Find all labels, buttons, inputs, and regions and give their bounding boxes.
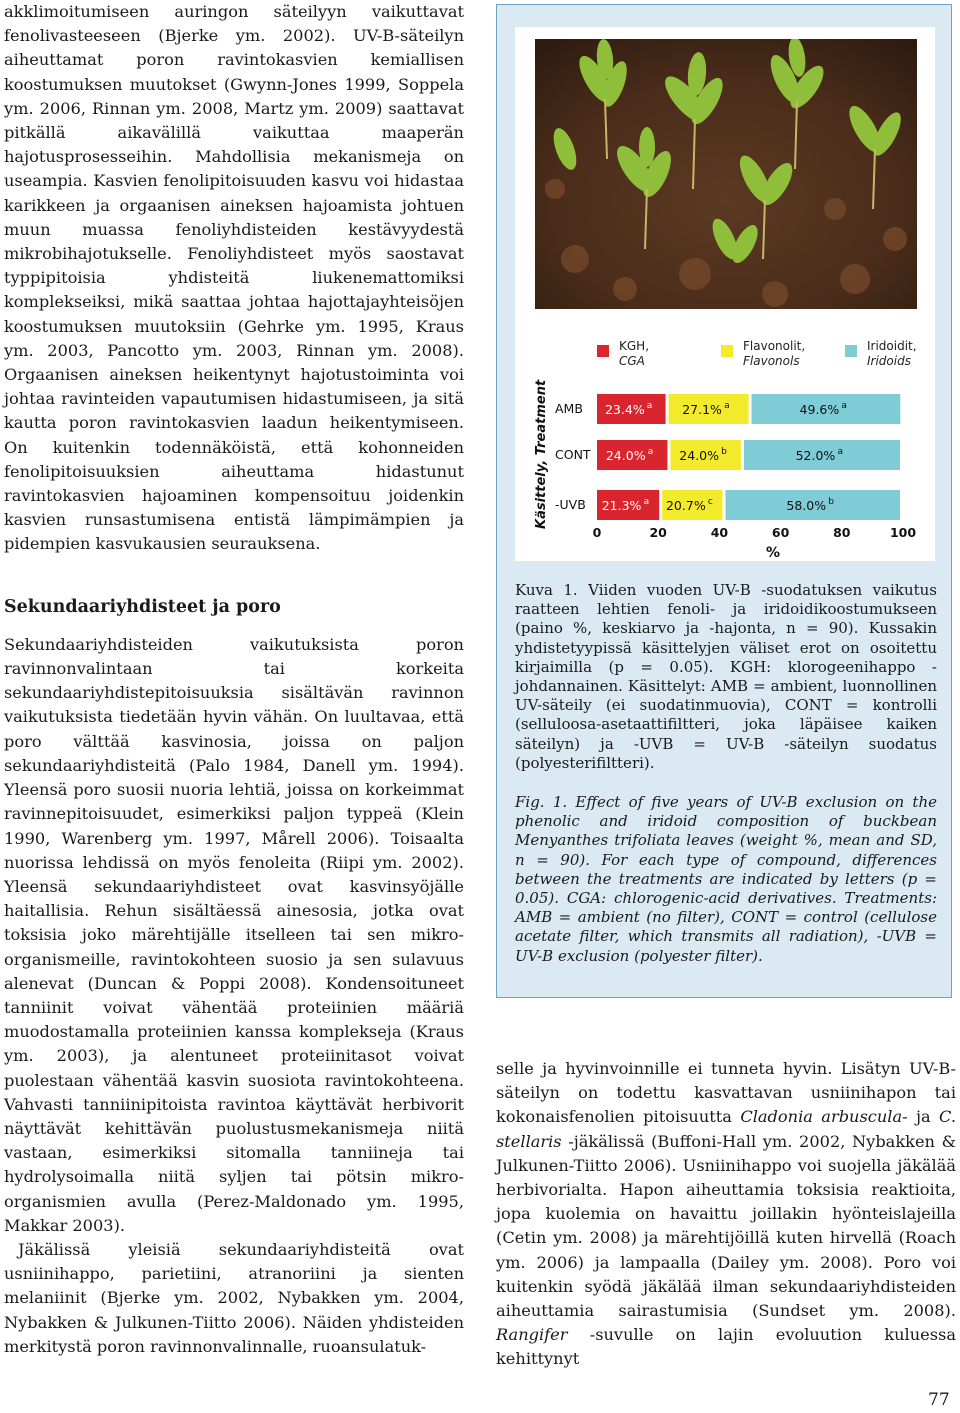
legend-label: Iridoids (867, 354, 911, 368)
data-label: 24.0% (679, 448, 720, 463)
significance-letter: a (647, 447, 654, 457)
legend-swatch (721, 345, 733, 357)
legend-label: KGH, (619, 339, 650, 353)
significance-letter: a (724, 401, 730, 411)
text-run: -jäkälissä (Buffoni-Hall ym. 2002, Nybakken & Julkunen-Tiitto 2006). Usniinihappo voi suojella jäkälää herbivorialta. Hapon aiheuttamia toksisia reaktioita, jopa kuolemia on havaittu joillakin hyönteislajeilla (Cetin ym. 2008) ja märehtijöillä kuten hirvellä (Roach ym. 2006) ja lampaalla (Dailey ym. 2008). Poro voi kuitenkin syödä jäkälää ilman sekundaariyhdisteiden aiheuttamia sairastumisia (Sundset ym. 2008). (496, 1131, 956, 1321)
category-label: CONT (555, 447, 591, 462)
stacked-bar-chart (515, 309, 935, 561)
figure-caption-english: Fig. 1. Effect of five years of UV-B exclusion on the phenolic and iridoid composition of buckbean Menyanthes trifoliata leaves (weight %, mean and SD, n = 90). For each type of compound, differences between the treatments are indicated by letters (p = 0.05). CGA: chlorogenic-acid derivatives. Treatments: AMB = ambient (no filter), CONT = control (cellulose acetate filter, which transmits all radiation), -UVB = UV-B exclusion (polyester filter). (515, 793, 937, 965)
significance-letter: a (841, 401, 847, 411)
buckbean-photo (535, 39, 917, 309)
significance-letter: b (721, 447, 727, 457)
data-label: 58.0% (786, 498, 827, 513)
right-column-text (496, 1057, 956, 1372)
text-run: -suvulle on lajin evoluution kuluessa kehittynyt (496, 1325, 956, 1369)
x-tick-label: 60 (771, 525, 790, 540)
legend-label: Flavonolit, (743, 339, 806, 353)
chart-bars (555, 394, 900, 520)
legend-label: Flavonols (743, 354, 800, 368)
left-column (4, 0, 464, 1359)
category-label: AMB (555, 401, 583, 416)
data-label: 20.7% (665, 498, 706, 513)
body-paragraph: Sekundaariyhdisteiden vaikutuksista poron ravinnonvalintaan tai korkeita sekundaariyhdistepitoisuuksia sisältävän ravinnon vaikutuksista tiedetään hyvin vähän. On luultavaa, että poro välttää kasvinosia, joissa on paljon sekundaariyhdisteitä (Palo 1984, Danell ym. 1994). Yleensä poro suosii nuoria lehtiä, joissa on korkeimmat ravinnepitoisuudet, esimerkiksi paljon typpeä (Klein 1990, Warenberg ym. 1997, Mårell 2006). Toisaalta nuorissa lehdissä on myös fenoleita (Riipi ym. 2002). Yleensä sekundaariyhdisteet ovat kasvinsyöjälle haitallisia. Rehun sisältäessä ainesosia, jotka ovat toksisia joko märehtijälle itselleen tai sen mikro-organismeille, ravintokohteen suosio ja sen sulavuus alenevat (Duncan & Poppi 2008). Kondensoituneet tanniinit voivat vähentää proteiinien määriä muodostamalla proteiinien kanssa komplekseja (Kraus ym. 2003), ja alentuneet proteiinitasot voivat puolestaan vähentää kasvin suosiota ravintokohteena. Vahvasti tanniinipitoista ravintoa käyttävät herbivorit näyttävät kehittävän puolustusmekanismeja niitä vastaan, esimerkiksi sitomalla tanniineja tai hydrolysoimalla niitä syljen tai pötsin mikro-organismien avulla (Perez-Maldonado ym. 1995, Makkar 2003). (4, 634, 464, 1235)
significance-letter: a (643, 497, 650, 507)
data-label: 23.4% (604, 402, 645, 417)
body-paragraph (496, 1057, 956, 1372)
data-label: 27.1% (682, 402, 722, 417)
legend-label: CGA (619, 354, 645, 368)
legend-label: Iridoidit, (867, 339, 917, 353)
section-heading: Sekundaariyhdisteet ja poro (4, 596, 281, 617)
legend-swatch (597, 345, 609, 357)
x-tick-label: 80 (833, 525, 851, 540)
significance-letter: b (828, 497, 834, 507)
species-name: Rangifer (496, 1325, 568, 1345)
text-run: ja (907, 1107, 940, 1127)
data-label: 21.3% (601, 498, 642, 513)
data-label: 52.0% (795, 448, 836, 463)
x-tick-label: 40 (710, 525, 729, 540)
page-number: 77 (928, 1390, 950, 1410)
x-tick-label: 0 (592, 525, 602, 540)
x-tick-label: 20 (649, 525, 667, 540)
figure-box (496, 4, 952, 998)
species-name: Cladonia arbuscula- (740, 1107, 908, 1127)
x-axis-label: % (765, 545, 781, 561)
chart-legend (597, 339, 917, 368)
y-axis-label: Käsittely, Treatment (534, 379, 549, 529)
category-label: -UVB (555, 497, 586, 512)
significance-letter: a (646, 401, 653, 411)
figure-panel (515, 27, 935, 561)
text-run: selle ja hyvinvoinnille ei tunneta hyvin. Lisätyn UV-B-säteilyn on todettu kasvattavan usniinihapon tai kokonaisfenolien pitoisuutta (496, 1059, 956, 1127)
significance-letter: a (837, 447, 843, 457)
body-paragraph: akklimoitumiseen auringon säteilyyn vaikuttavat fenolivasteeseen (Bjerke ym. 2002). UV-B-säteilyn aiheuttamat poron ravintokasvien kemiallisen koostumuksen muutokset (Gwynn-Jones 1999, Soppela ym. 2006, Rinnan ym. 2008, Martz ym. 2009) saattavat pitkällä aikavälillä vaikuttaa maaperän hajotusprosesseihin. Mahdollisia mekanismeja on useampia. Kasvien fenolipitoisuuden kasvu voi hidastaa karikkeen ja orgaanisen aineksen hajoamista johtuen muun muassa fenoliyhdisteiden kestävyydestä mikrobihajotukselle. Fenoliyhdisteet myös saostavat typpipitoisia yhdisteitä liukenemattomiksi komplekseiksi, mikä saattaa johtaa hajottajayhteisöjen koostumuksen muutoksiin (Gehrke ym. 1995, Kraus ym. 2003, Pancotto ym. 2003, Rinnan ym. 2008). Orgaanisen aineksen heikentynyt hajotustoiminta voi johtaa ravinteiden vapautumisen hidastumiseen, ja sitä kautta poron ravintokasvien laadun heikentymiseen. On kuitenkin todennäköistä, että kohonneiden fenolipitoisuuksien aiheuttama hidastunut ravintokasvien hajoaminen kompensoituu joidenkin kasvien runsastumisena entistä lämpimämpien ja pidempien kasvukausien seurauksena. (4, 2, 464, 554)
x-tick-label: 100 (889, 525, 917, 540)
species-name: C. stellaris (496, 1107, 956, 1151)
body-paragraph: Jäkälissä yleisiä sekundaariyhdisteitä ovat usniinihappo, parietiini, atranoriini ja sienten melaniinit (Bjerke ym. 2002, Nybakken ym. 2004, Nybakken & Julkunen-Tiitto 2006). Näiden yhdisteiden merkitystä poron ravinnonvalinnalle, ruoansulatuk- (4, 1239, 464, 1356)
figure-caption-finnish: Kuva 1. Viiden vuoden UV-B -suodatuksen vaikutus raatteen lehtien fenoli- ja iridoidikoostumukseen (paino %, keskiarvo ja -hajonta, n = 90). Kussakin yhdistetyypissä käsittelyjen väliset erot on osoitettu kirjaimilla (p = 0.05). KGH: klorogeenihappo -johdannainen. Käsittelyt: AMB = ambient, luonnollinen UV-säteily (ei suodatinmuovia), CONT = kontrolli (selluloosa-asetaattifiltteri, joka läpäisee kaiken säteilyn) ja -UVB = UV-B -säteilyn suodatus (polyesterifiltteri). (515, 581, 937, 772)
data-label: 49.6% (799, 402, 840, 417)
data-label: 24.0% (605, 448, 646, 463)
legend-swatch (845, 345, 857, 357)
significance-letter: c (707, 497, 713, 507)
